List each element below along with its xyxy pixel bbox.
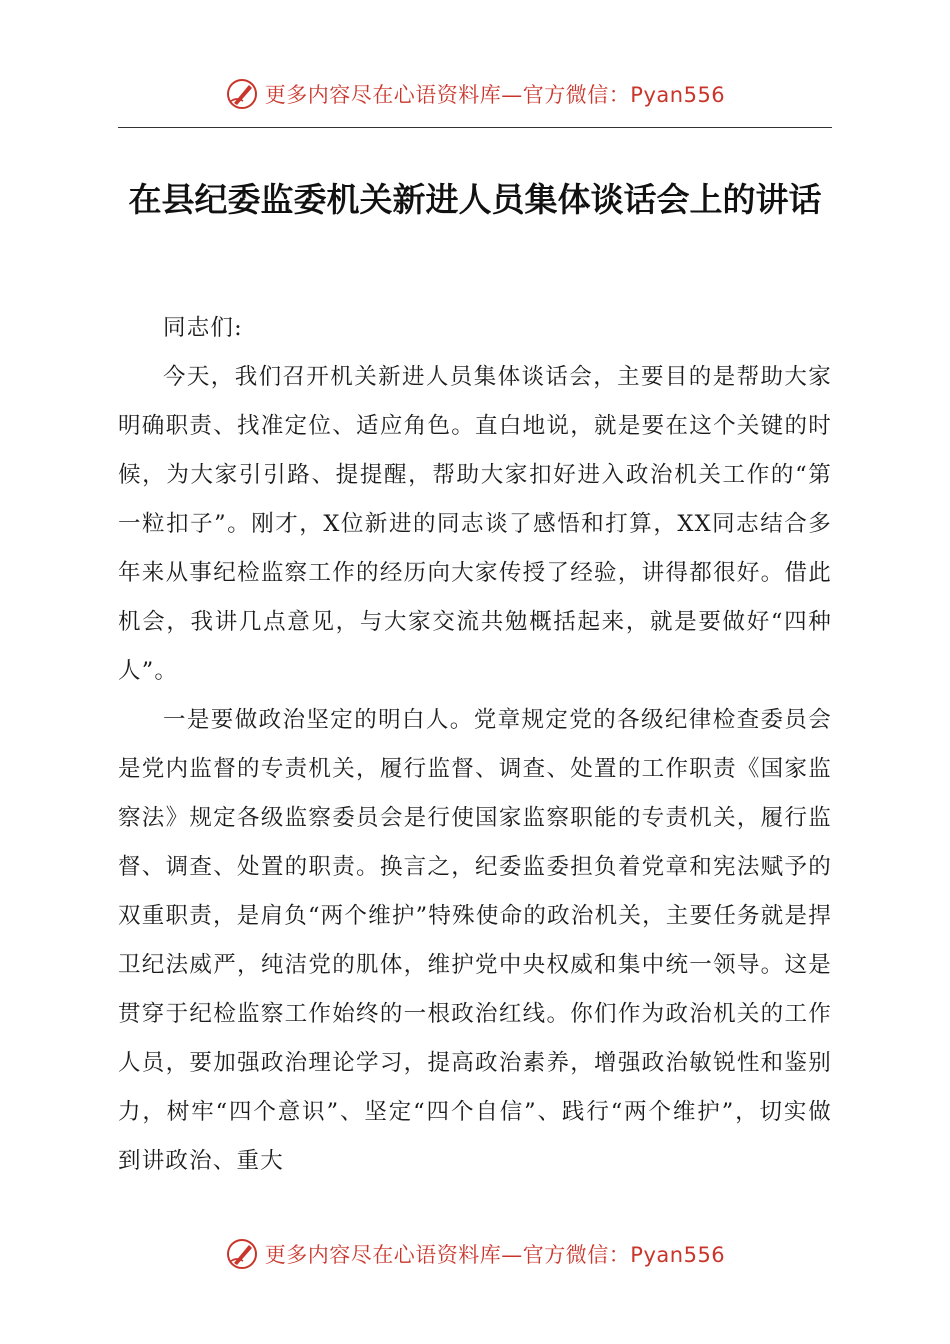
page-footer-watermark xyxy=(0,1234,950,1274)
document-body xyxy=(118,304,832,1186)
salutation: 同志们: xyxy=(163,315,243,341)
paragraph-point-one: 一是要做政治坚定的明白人。党章规定党的各级纪律检查委员会是党内监督的专责机关，履行监督、调查、处置的工作职责《国家监察法》规定各级监察委员会是行使国家监察职能的专责机关，履行监督、调查、处置的职责。换言之，纪委监委担负着党章和宪法赋予的双重职责，是肩负“两个维护”特殊使命的政治机关，主要任务就是捍卫纪法威严，纯洁党的肌体，维护党中央权威和集中统一领导。这是贯穿于纪检监察工作始终的一根政治红线。你们作为政治机关的工作人员，要加强政治理论学习，提高政治素养，增强政治敏锐性和鉴别力，树牢“四个意识”、坚定“四个自信”、践行“两个维护”，切实做到讲政治、重大 xyxy=(118,707,832,1174)
header-text: 更多内容尽在心语资料库—官方微信：Pyan556 xyxy=(264,83,726,107)
paragraph-intro: 今天，我们召开机关新进人员集体谈话会，主要目的是帮助大家明确职责、找准定位、适应角色。直白地说，就是要在这个关键的时候，为大家引引路、提提醒，帮助大家扣好进入政治机关工作的“第一粒扣子”。刚才，X位新进的同志谈了感悟和打算，XX同志结合多年来从事纪检监察工作的经历向大家传授了经验，讲得都很好。借此机会，我讲几点意见，与大家交流共勉概括起来，就是要做好“四种人”。 xyxy=(118,364,832,684)
pen-logo-icon xyxy=(225,77,259,111)
header-divider xyxy=(118,127,832,128)
page-header-watermark xyxy=(0,74,950,114)
pen-logo-icon xyxy=(225,1237,259,1271)
footer-text: 更多内容尽在心语资料库—官方微信：Pyan556 xyxy=(264,1243,726,1267)
page-title: 在县纪委监委机关新进人员集体谈话会上的讲话 xyxy=(128,180,822,219)
